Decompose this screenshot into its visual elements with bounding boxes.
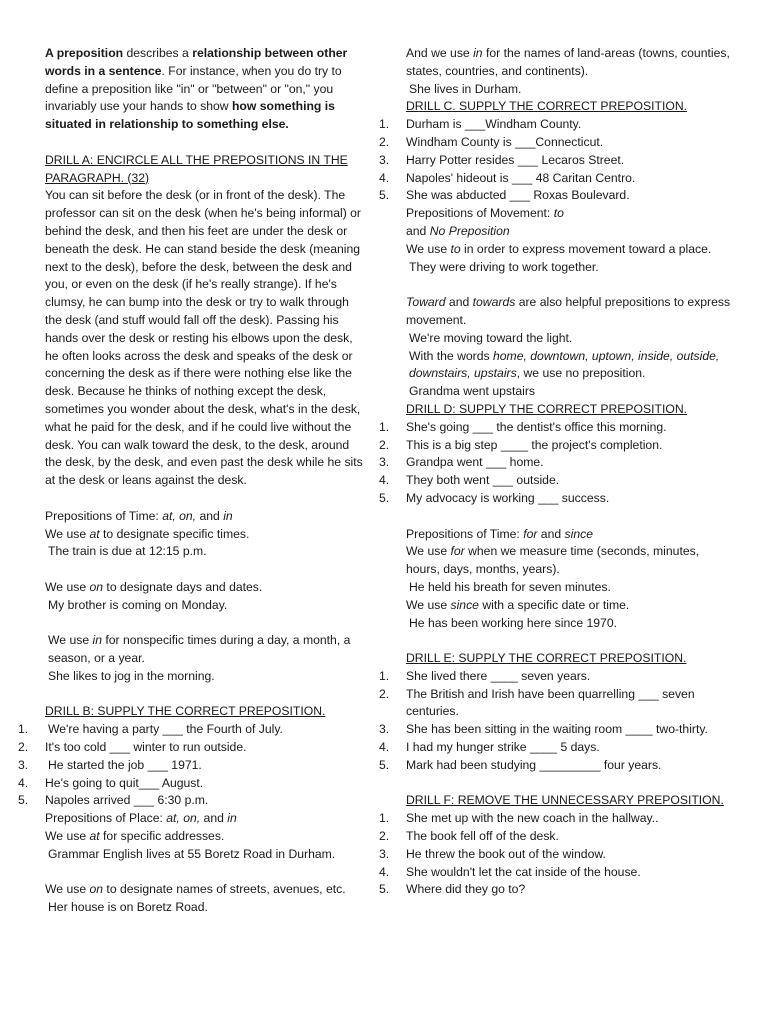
- right-column: [379, 45, 732, 899]
- for-rule: [406, 543, 732, 579]
- rule-text: for specific addresses.: [99, 829, 225, 844]
- movement-heading: [406, 205, 732, 223]
- rule-text: for the names of land-areas (towns, counties, states, countries, and continents).: [406, 46, 730, 78]
- drill-b-title: DRILL B: SUPPLY THE CORRECT PREPOSITION.: [45, 704, 326, 719]
- rule-term: in: [92, 633, 102, 648]
- place-at-example: Grammar English lives at 55 Boretz Road in Durham.: [48, 846, 336, 861]
- item-text: She met up with the new coach in the hallway..: [406, 811, 659, 826]
- list-item: [18, 757, 363, 775]
- item-text: She lived there ____ seven years.: [406, 668, 591, 683]
- rule-term: Toward: [406, 295, 446, 310]
- rule-text: We use: [406, 241, 451, 256]
- rule-text: are also helpful prepositions to express movement.: [406, 295, 731, 327]
- item-number: 4.: [379, 864, 390, 879]
- rule-text: to designate days and dates.: [103, 579, 263, 594]
- item-number: 2.: [379, 134, 390, 149]
- movement-toward-example: We're moving toward the light.: [409, 330, 573, 345]
- list-item: [379, 152, 732, 170]
- intro-emphasis: how something is situated in relationship to something else.: [45, 99, 335, 132]
- item-number: 5.: [379, 882, 390, 897]
- list-item: [379, 134, 732, 152]
- heading-term: for: [523, 526, 538, 541]
- item-text: Grandpa went ___ home.: [406, 455, 544, 470]
- item-number: 2.: [379, 686, 390, 701]
- heading-text: Prepositions of Time:: [406, 526, 524, 541]
- since-rule: [406, 597, 732, 615]
- item-text: She's going ___ the dentist's office this morning.: [406, 419, 667, 434]
- heading-text: and: [406, 223, 430, 238]
- left-column: [18, 45, 363, 917]
- item-text: Durham is ___Windham County.: [406, 117, 582, 132]
- drill-f-list: [379, 810, 732, 899]
- since-example: He has been working here since 1970.: [409, 615, 617, 630]
- rule-text: We use: [406, 544, 451, 559]
- drill-e-list: [379, 668, 732, 775]
- rule-text: With the words: [409, 348, 493, 363]
- movement-to-example: They were driving to work together.: [409, 259, 599, 274]
- place-on-example: Her house is on Boretz Road.: [48, 900, 208, 915]
- heading-term: in: [227, 811, 237, 826]
- time-in-rule: [45, 632, 363, 668]
- list-item: [379, 686, 732, 722]
- heading-term: in: [223, 508, 233, 523]
- item-number: 1.: [18, 722, 29, 737]
- list-item: [379, 810, 732, 828]
- place-in-rule: [406, 45, 732, 81]
- list-item: [379, 187, 732, 205]
- list-item: [18, 792, 363, 810]
- rule-term: on: [89, 579, 104, 594]
- place-heading: [45, 810, 363, 828]
- item-text: My advocacy is working ___ success.: [406, 490, 610, 505]
- item-text: She has been sitting in the waiting room ____ two-thirty.: [406, 722, 708, 737]
- heading-term: No Preposition: [429, 223, 510, 238]
- list-item: [18, 739, 363, 757]
- item-text: I had my hunger strike ____ 5 days.: [406, 740, 600, 755]
- item-text: He threw the book out of the window.: [406, 846, 606, 861]
- drill-d-title: DRILL D: SUPPLY THE CORRECT PREPOSITION.: [406, 401, 688, 416]
- rule-text: And we use: [406, 46, 474, 60]
- item-text: This is a big step ____ the project's completion.: [406, 437, 663, 452]
- item-number: 4.: [379, 740, 390, 755]
- rule-term: since: [450, 597, 479, 612]
- item-text: He started the job ___ 1971.: [48, 757, 202, 772]
- movement-to-rule: [406, 241, 732, 259]
- heading-text: Prepositions of Movement:: [406, 206, 554, 221]
- for-example: He held his breath for seven minutes.: [409, 579, 611, 594]
- list-item: [379, 116, 732, 134]
- heading-text: and: [200, 811, 228, 826]
- item-number: 4.: [379, 473, 390, 488]
- list-item: [379, 881, 732, 899]
- item-number: 4.: [379, 170, 390, 185]
- item-number: 1.: [379, 419, 390, 434]
- item-text: Napoles arrived ___ 6:30 p.m.: [45, 793, 209, 808]
- rule-term: in: [473, 46, 483, 60]
- item-text: Harry Potter resides ___ Lecaros Street.: [406, 152, 625, 167]
- heading-term: at, on,: [166, 811, 201, 826]
- rule-text: We use: [45, 579, 90, 594]
- intro-paragraph: [45, 45, 363, 134]
- movement-words-rule: [406, 348, 732, 384]
- list-item: [379, 721, 732, 739]
- rule-text: We use: [45, 829, 90, 844]
- list-item: [379, 846, 732, 864]
- item-number: 3.: [379, 846, 390, 861]
- item-text: Where did they go to?: [406, 882, 526, 897]
- rule-text: and: [445, 295, 473, 310]
- heading-text: Prepositions of Time:: [45, 508, 163, 523]
- heading-text: and: [537, 526, 565, 541]
- item-number: 5.: [379, 490, 390, 505]
- rule-text: to designate specific times.: [99, 526, 250, 541]
- drill-c-title: DRILL C. SUPPLY THE CORRECT PREPOSITION.: [406, 99, 688, 114]
- item-number: 5.: [379, 188, 390, 203]
- intro-text: describes a: [123, 46, 193, 60]
- rule-text: , we use no preposition.: [516, 366, 646, 381]
- list-item: [379, 454, 732, 472]
- item-number: 4.: [18, 775, 29, 790]
- item-text: She wouldn't let the cat inside of the house.: [406, 864, 641, 879]
- movement-toward-rule: [406, 294, 732, 330]
- rule-text: We use: [45, 526, 90, 541]
- heading-text: Prepositions of Place:: [45, 811, 167, 826]
- item-text: The book fell off of the desk.: [406, 829, 559, 844]
- list-item: [379, 668, 732, 686]
- heading-term: to: [553, 206, 564, 221]
- item-text: Napoles' hideout is ___ 48 Caritan Centro.: [406, 170, 636, 185]
- list-item: [379, 437, 732, 455]
- list-item: [379, 739, 732, 757]
- item-number: 2.: [379, 437, 390, 452]
- drill-d-list: [379, 419, 732, 508]
- item-number: 3.: [379, 152, 390, 167]
- rule-term: to: [450, 241, 461, 256]
- item-text: Mark had been studying _________ four years.: [406, 757, 662, 772]
- item-text: It's too cold ___ winter to run outside.: [45, 740, 247, 755]
- heading-term: at, on,: [162, 508, 197, 523]
- rule-text: for nonspecific times during a day, a month, a season, or a year.: [48, 633, 351, 666]
- drill-c-list: [379, 116, 732, 205]
- time-on-rule: [45, 579, 363, 597]
- item-number: 5.: [18, 793, 29, 808]
- rule-term: for: [450, 544, 465, 559]
- rule-text: We use: [406, 597, 451, 612]
- rule-text: when we measure time (seconds, minutes, hours, days, months, years).: [406, 544, 700, 577]
- place-on-rule: [45, 881, 363, 899]
- item-number: 5.: [379, 757, 390, 772]
- item-text: They both went ___ outside.: [406, 473, 560, 488]
- time-in-example: She likes to jog in the morning.: [48, 668, 215, 683]
- item-text: Windham County is ___Connecticut.: [406, 134, 604, 149]
- rule-term: on: [89, 882, 104, 897]
- item-number: 3.: [379, 722, 390, 737]
- item-number: 2.: [379, 829, 390, 844]
- drill-a-title: DRILL A: ENCIRCLE ALL THE PREPOSITIONS IN THE PARAGRAPH. (32): [45, 152, 348, 185]
- time-heading: [45, 508, 363, 526]
- rule-term: at: [89, 526, 100, 541]
- rule-text: in order to express movement toward a place.: [460, 241, 712, 256]
- list-item: [379, 828, 732, 846]
- heading-term: since: [564, 526, 593, 541]
- time-at-rule: [45, 526, 363, 544]
- list-item: [379, 757, 732, 775]
- list-item: [379, 472, 732, 490]
- intro-emphasis: relationship between other words in a sentence: [45, 46, 348, 78]
- intro-term: A preposition: [45, 46, 124, 60]
- item-text: He's going to quit___ August.: [45, 775, 204, 790]
- rule-term: at: [89, 829, 100, 844]
- rule-term: towards: [472, 295, 516, 310]
- intro-text: . For instance, when you do try to define a preposition like "in" or "between" or "on," you invariably use your hands to show: [45, 63, 342, 114]
- item-number: 3.: [379, 455, 390, 470]
- drill-a-paragraph: You can sit before the desk (or in front of the desk). The professor can sit on the desk (when he's being informal) or behind the desk, and then his feet are under the desk or beneath the desk. He can stand beside the desk (meaning next to the desk), before the desk, between the desk and you, or even on the desk (if he's really strange). If he's clumsy, he can bump into the desk or try to walk through the desk (and stuff would fall off the desk). Passing his hands over the desk or resting his elbows upon the desk, he often looks across the desk and speaks of the desk or concerning the desk as if there were nothing else like the desk. Because he thinks of nothing except the desk, sometimes you wonder about the desk, what's in the desk, what he paid for the desk, and if he could live without the desk. You can walk toward the desk, to the desk, around the desk, by the desk, and even past the desk while he sits at the desk or leans against the desk.: [45, 188, 363, 488]
- list-item: [18, 721, 363, 739]
- drill-b-list: [18, 721, 363, 810]
- list-item: [379, 490, 732, 508]
- item-number: 3.: [18, 757, 29, 772]
- place-in-example: She lives in Durham.: [409, 81, 522, 96]
- movement-heading-2: [406, 223, 732, 241]
- drill-e-title: DRILL E: SUPPLY THE CORRECT PREPOSITION.: [406, 651, 687, 666]
- item-text: We're having a party ___ the Fourth of July.: [48, 722, 283, 737]
- list-item: [379, 864, 732, 882]
- movement-words-example: Grandma went upstairs: [409, 384, 535, 399]
- rule-text: We use: [48, 633, 93, 648]
- drill-f-title: DRILL F: REMOVE THE UNNECESSARY PREPOSITION.: [406, 793, 724, 808]
- item-number: 1.: [379, 668, 390, 683]
- time-at-example: The train is due at 12:15 p.m.: [48, 544, 207, 559]
- list-item: [18, 775, 363, 793]
- list-item: [379, 170, 732, 188]
- heading-text: and: [196, 508, 224, 523]
- rule-text: with a specific date or time.: [478, 597, 630, 612]
- forsince-heading: [406, 526, 732, 544]
- item-text: The British and Irish have been quarrelling ___ seven centuries.: [406, 686, 695, 719]
- item-number: 2.: [18, 740, 29, 755]
- item-number: 1.: [379, 811, 390, 826]
- place-at-rule: [45, 828, 363, 846]
- rule-term: home, downtown, uptown, inside, outside, downstairs, upstairs: [409, 348, 720, 381]
- rule-text: to designate names of streets, avenues, etc.: [103, 882, 346, 897]
- rule-text: We use: [45, 882, 90, 897]
- time-on-example: My brother is coming on Monday.: [48, 597, 228, 612]
- item-number: 1.: [379, 117, 390, 132]
- item-text: She was abducted ___ Roxas Boulevard.: [406, 188, 630, 203]
- list-item: [379, 419, 732, 437]
